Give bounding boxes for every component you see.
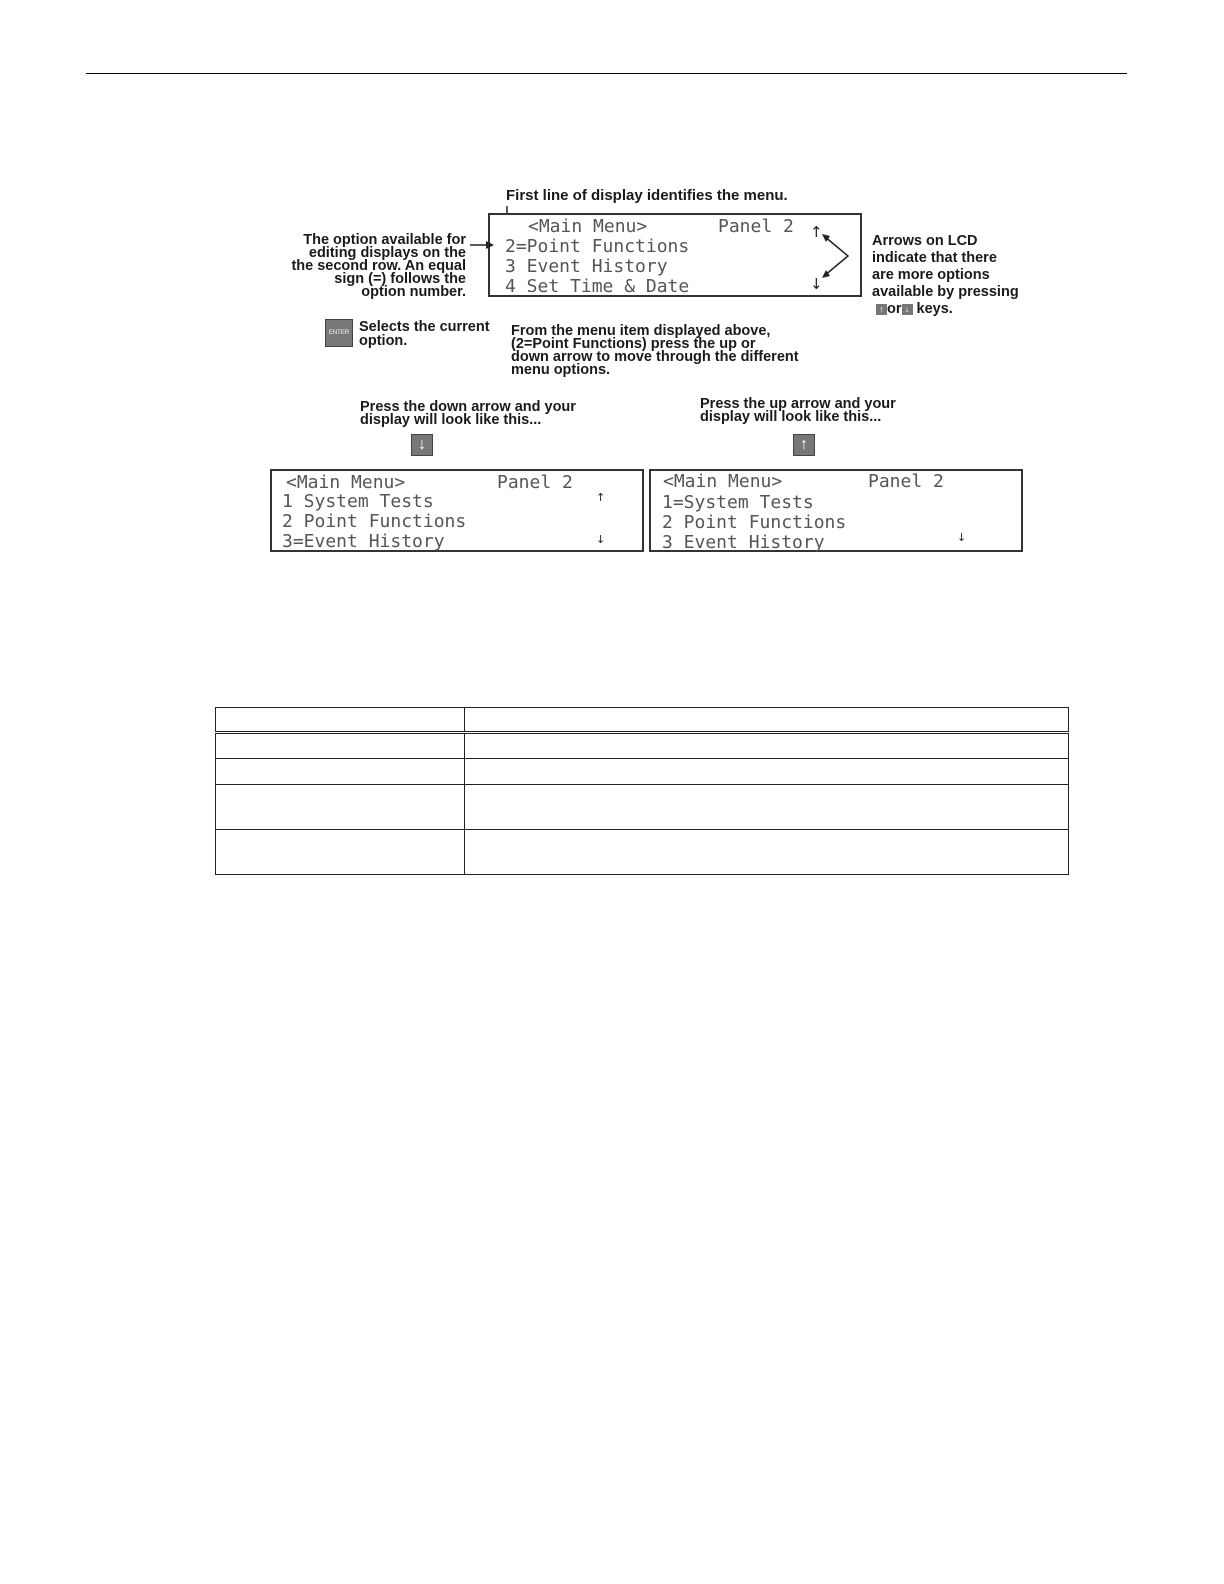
lcd-row-3: 3=Event History [282, 531, 445, 552]
table-cell [465, 759, 1069, 785]
table-row [216, 733, 1069, 759]
table-cell [216, 708, 465, 733]
from-menu-note: From the menu item displayed above, (2=Point Functions) press the up or down arrow to move through the different menu options. [511, 323, 799, 378]
down-arrow-icon: ↓ [957, 531, 967, 544]
up-arrow-icon: ↑ [596, 491, 606, 504]
down-lcd-display [270, 469, 644, 552]
table-cell [465, 708, 1069, 733]
down-arrow-note: Press the down arrow and your display will look like this... [360, 399, 576, 428]
table-row [216, 759, 1069, 785]
main-lcd-display [488, 213, 862, 297]
down-arrow-key-icon: ↓ [411, 434, 433, 456]
table-row [216, 785, 1069, 830]
up-arrow-key-icon: ↑ [876, 304, 887, 315]
table-cell [216, 759, 465, 785]
lcd-title: <Main Menu> [663, 471, 783, 492]
lcd-row-1: 1=System Tests [662, 492, 814, 513]
down-arrow-icon: ↓ [810, 275, 823, 293]
table-cell [216, 830, 465, 875]
down-arrow-key-icon: ↓ [902, 304, 913, 315]
table-cell [216, 785, 465, 830]
lcd-row-2: 2 Point Functions [282, 511, 467, 532]
up-arrow-icon: ↑ [810, 223, 823, 241]
table-cell [465, 785, 1069, 830]
table-row [216, 830, 1069, 875]
lcd-panel: Panel 2 [497, 472, 573, 493]
lcd-row-2: 3 Event History [505, 256, 668, 277]
table-cell [216, 733, 465, 759]
lcd-title: <Main Menu> [528, 216, 648, 237]
table-cell [465, 733, 1069, 759]
up-arrow-key-icon: ↑ [793, 434, 815, 456]
lcd-panel: Panel 2 [868, 471, 944, 492]
lcd-row-1: 2=Point Functions [505, 236, 690, 257]
arrows-note: Arrows on LCD indicate that there are more options available by pressing ↑ or ↓ keys. [872, 233, 1019, 317]
enter-note: Selects the current option. [359, 319, 490, 349]
down-arrow-icon: ↓ [596, 533, 606, 546]
enter-key-icon: ENTER [325, 319, 353, 347]
lcd-row-3: 4 Set Time & Date [505, 276, 690, 297]
header-rule [86, 73, 1127, 74]
first-line-note: First line of display identifies the menu. [506, 187, 788, 204]
arrows-bracket-icon [818, 232, 852, 282]
lcd-row-1: 1 System Tests [282, 491, 434, 512]
table-cell [465, 830, 1069, 875]
option-pointer-icon [470, 238, 496, 252]
lcd-row-2: 2 Point Functions [662, 512, 847, 533]
up-lcd-display [649, 469, 1023, 552]
lcd-row-3: 3 Event History [662, 532, 825, 553]
table-header-row [216, 708, 1069, 733]
up-arrow-note: Press the up arrow and your display will look like this... [700, 396, 896, 425]
lcd-panel: Panel 2 [718, 216, 794, 237]
menu-options-table [215, 707, 1069, 875]
option-note: The option available for editing displays on the the second row. An equal sign (=) follows the option number. [291, 232, 466, 300]
lcd-title: <Main Menu> [286, 472, 406, 493]
